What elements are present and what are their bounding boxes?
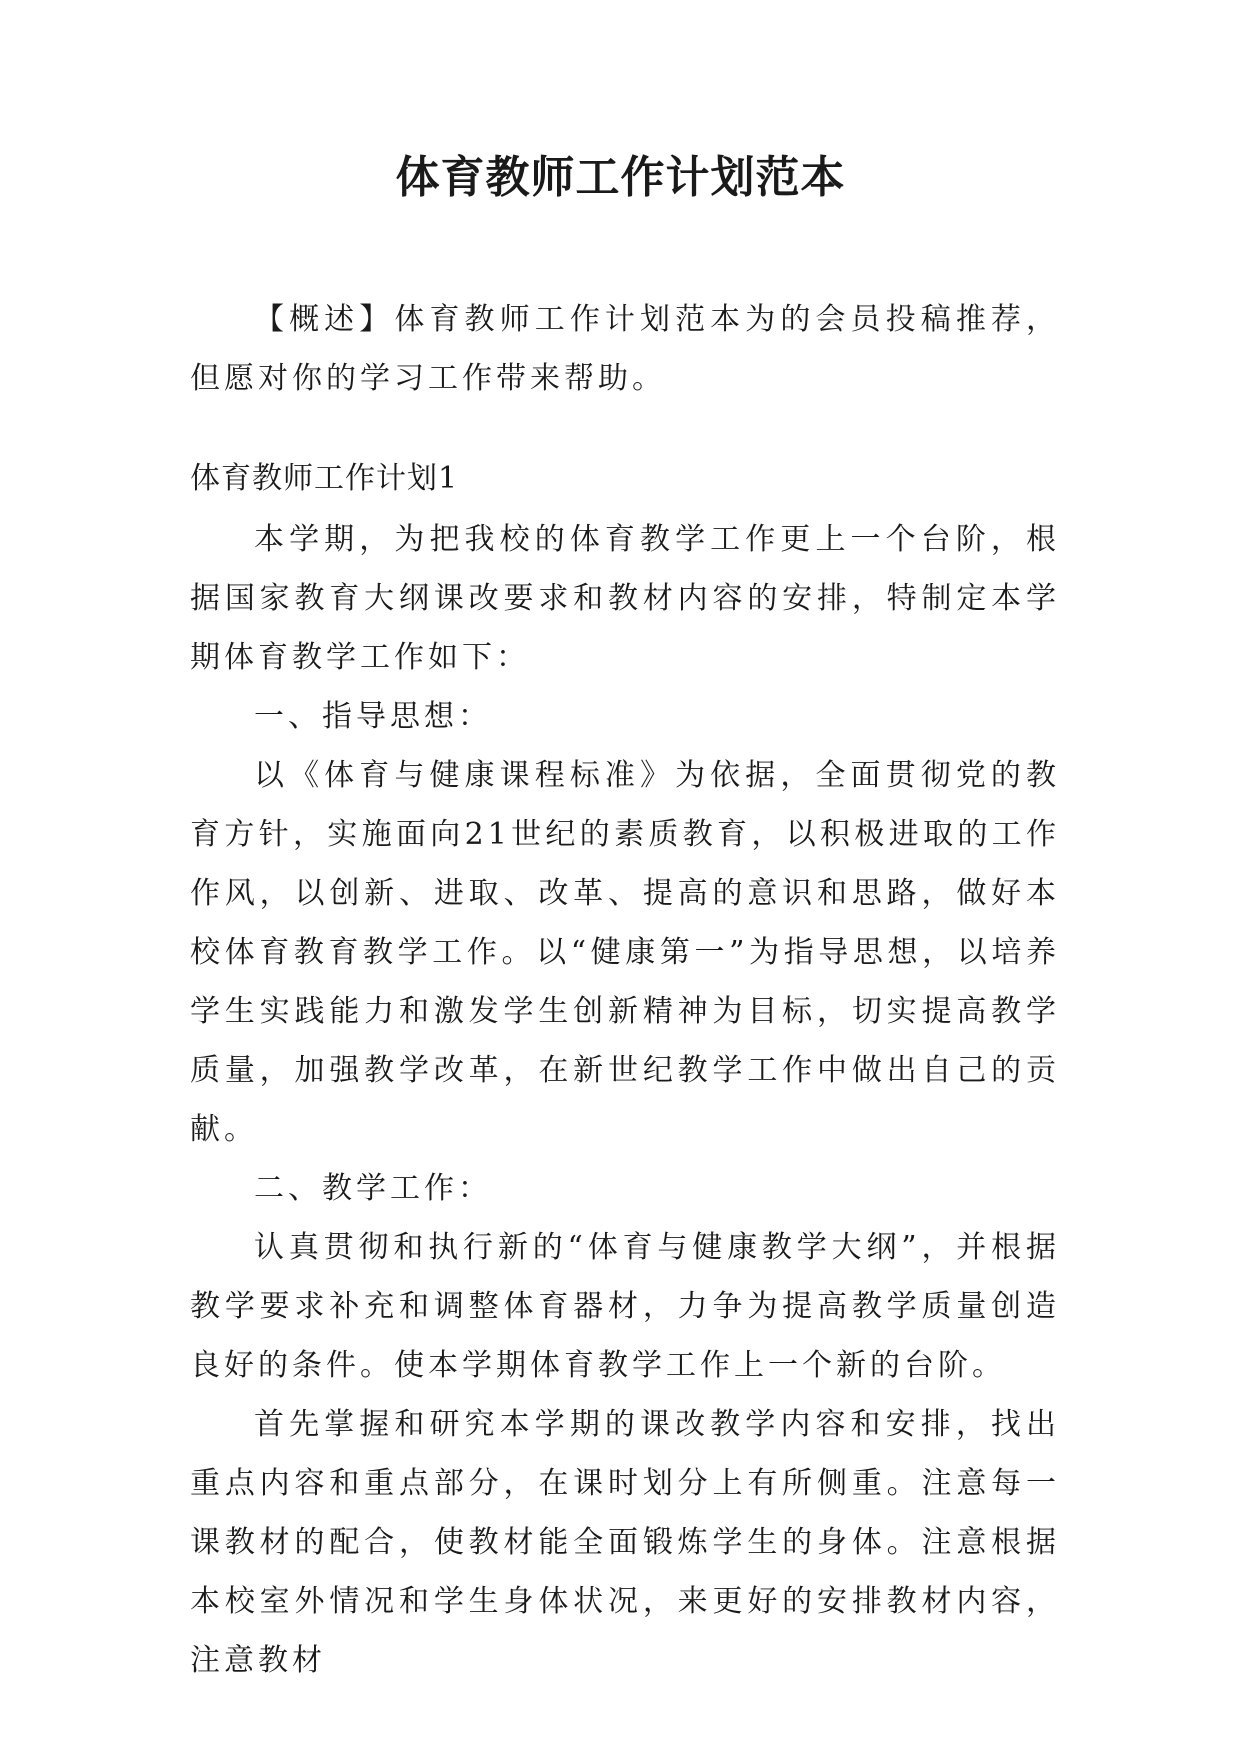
document-body (190, 290, 1060, 1690)
paragraph-teaching-outline: 认真贯彻和执行新的“体育与健康教学大纲”，并根据教学要求补充和调整体育器材，力争为提高教学质量创造良好的条件。使本学期体育教学工作上一个新的台阶。 (190, 1230, 1060, 1383)
paragraph-intro: 本学期，为把我校的体育教学工作更上一个台阶，根据国家教育大纲课改要求和教材内容的安排，特制定本学期体育教学工作如下： (190, 522, 1060, 675)
heading-teaching-work: 二、教学工作： (254, 1171, 492, 1206)
section-title: 体育教师工作计划1 (190, 461, 459, 496)
document-title: 体育教师工作计划范本 (395, 152, 846, 203)
paragraph-guiding-ideology: 以《体育与健康课程标准》为依据，全面贯彻党的教育方针，实施面向21世纪的素质教育，以积极进取的工作作风，以创新、进取、改革、提高的意识和思路，做好本校体育教育教学工作。以“健康第一”为指导思想，以培养学生实践能力和激发学生创新精神为目标，切实提高教学质量，加强教学改革，在新世纪教学工作中做出自己的贡献。 (190, 758, 1060, 1147)
paragraph-course-arrangement: 首先掌握和研究本学期的课改教学内容和安排，找出重点内容和重点部分，在课时划分上有所侧重。注意每一课教材的配合，使教材能全面锻炼学生的身体。注意根据本校室外情况和学生身体状况，来更好的安排教材内容，注意教材 (190, 1407, 1060, 1678)
heading-guiding-ideology: 一、指导思想： (254, 699, 492, 734)
summary-paragraph: 【概述】体育教师工作计划范本为的会员投稿推荐，但愿对你的学习工作带来帮助。 (190, 302, 1060, 396)
